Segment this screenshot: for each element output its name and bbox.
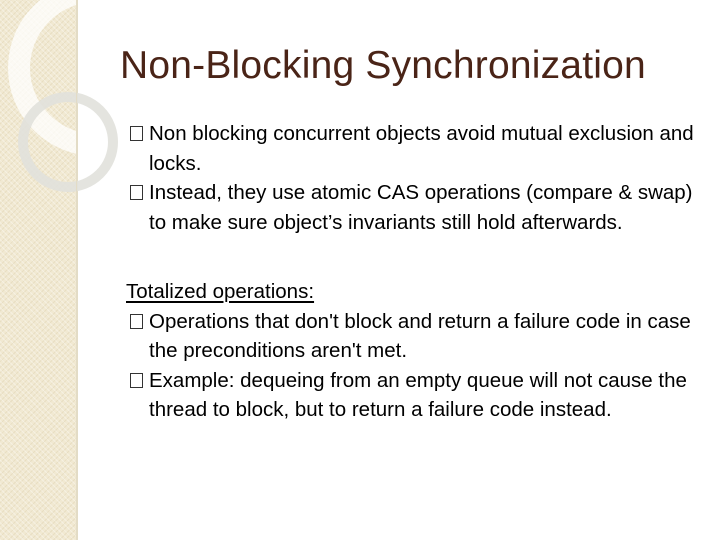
bullet-text: Instead, they use atomic CAS operations (compare & swap) to make sure object’s invariants still hold afterwards. bbox=[149, 181, 693, 234]
side-strip-border bbox=[76, 0, 78, 540]
slide-title: Non-Blocking Synchronization bbox=[120, 44, 646, 87]
bullet-item bbox=[126, 307, 706, 366]
square-bullet-icon bbox=[130, 373, 143, 388]
section-subheading: Totalized operations: bbox=[126, 280, 315, 303]
bullet-text: Non blocking concurrent objects avoid mutual exclusion and locks. bbox=[149, 122, 694, 175]
bullet-item bbox=[126, 178, 706, 237]
square-bullet-icon bbox=[130, 126, 143, 141]
decorative-side-strip bbox=[0, 0, 77, 540]
bullet-text: Example: dequeing from an empty queue will not cause the thread to block, but to return a failure code instead. bbox=[149, 368, 687, 421]
bullet-item bbox=[126, 119, 706, 178]
square-bullet-icon bbox=[130, 314, 143, 329]
spacer bbox=[126, 237, 706, 277]
bullet-item bbox=[126, 366, 706, 425]
slide-body bbox=[126, 119, 706, 425]
square-bullet-icon bbox=[130, 185, 143, 200]
bullet-text: Operations that don't block and return a failure code in case the preconditions aren't met. bbox=[149, 309, 691, 362]
